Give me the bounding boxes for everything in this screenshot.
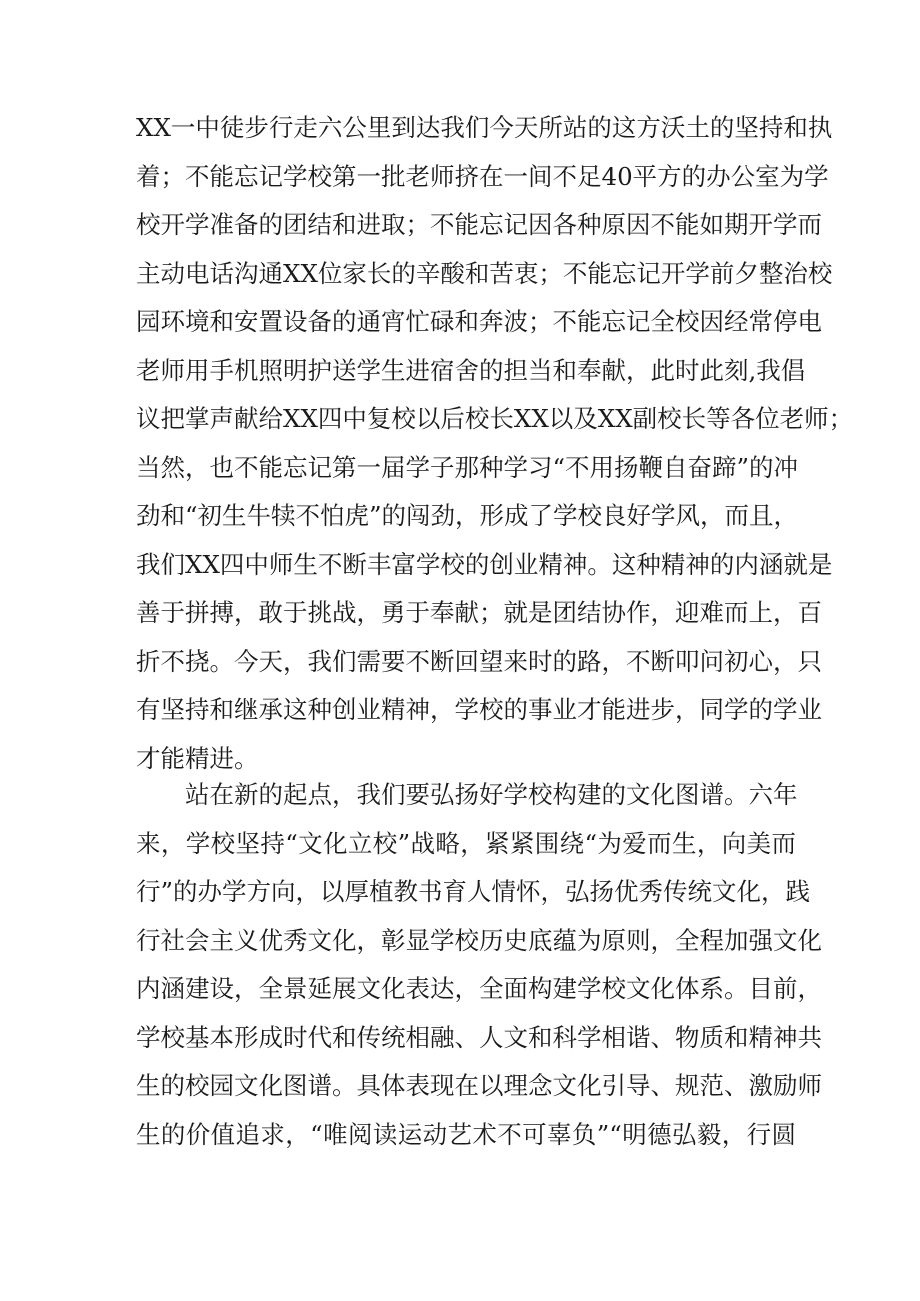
text-line: 劲和“初生牛犊不怕虎”的闯劲，形成了学校良好学风，而且， — [136, 501, 799, 530]
paragraph-2 — [136, 771, 822, 1159]
text-line: 议把掌声献给XX四中复校以后校长XX以及XX副校长等各位老师； — [136, 404, 854, 433]
text-line: 善于拼搏，敢于挑战，勇于奉献；就是团结协作，迎难而上，百 — [136, 598, 822, 627]
text-line: 站在新的起点，我们要弘扬好学校构建的文化图谱。六年 — [185, 780, 798, 809]
text-line: 折不挠。今天，我们需要不断回望来时的路，不断叩问初心，只 — [136, 646, 822, 676]
paragraph-1 — [136, 104, 854, 783]
text-line: 我们XX四中师生不断丰富学校的创业精神。这种精神的内涵就是 — [136, 549, 833, 579]
text-line: 行社会主义优秀文化，彰显学校历史底蕴为原则，全程加强文化 — [136, 925, 822, 955]
text-line: 内涵建设，全景延展文化表达，全面构建学校文化体系。目前， — [136, 974, 822, 1003]
text-line: 有坚持和继承这种创业精神，学校的事业才能进步，同学的学业 — [136, 695, 822, 724]
text-line: 主动电话沟通XX位家长的辛酸和苦衷；不能忘记开学前夕整治校 — [136, 258, 833, 288]
text-line: XX一中徒步行走六公里到达我们今天所站的这方沃土的坚持和执 — [136, 113, 833, 142]
text-line: 当然，也不能忘记第一届学子那种学习“不用扬鞭自奋蹄”的冲 — [136, 452, 799, 482]
text-line: 行”的办学方向，以厚植教书育人情怀，弘扬优秀传统文化，践 — [136, 877, 811, 906]
text-line: 老师用手机照明护送学生进宿舍的担当和奉献，此时此刻,我倡 — [136, 355, 806, 385]
text-line: 才能精进。 — [136, 743, 259, 773]
text-line: 生的价值追求，“唯阅读运动艺术不可辜负”“明德弘毅，行圆 — [136, 1119, 796, 1149]
text-line: 校开学准备的团结和进取；不能忘记因各种原因不能如期开学而 — [136, 210, 822, 239]
text-line: 来，学校坚持“文化立校”战略，紧紧围绕“为爱而生，向美而 — [136, 828, 796, 858]
text-line: 学校基本形成时代和传统相融、人文和科学相谐、物质和精神共 — [136, 1022, 822, 1052]
text-line: 着；不能忘记学校第一批老师挤在一间不足40平方的办公室为学 — [136, 161, 829, 191]
text-line: 生的校园文化图谱。具体表现在以理念文化引导、规范、激励师 — [136, 1071, 822, 1100]
text-line: 园环境和安置设备的通宵忙碌和奔波；不能忘记全校因经常停电 — [136, 307, 822, 336]
